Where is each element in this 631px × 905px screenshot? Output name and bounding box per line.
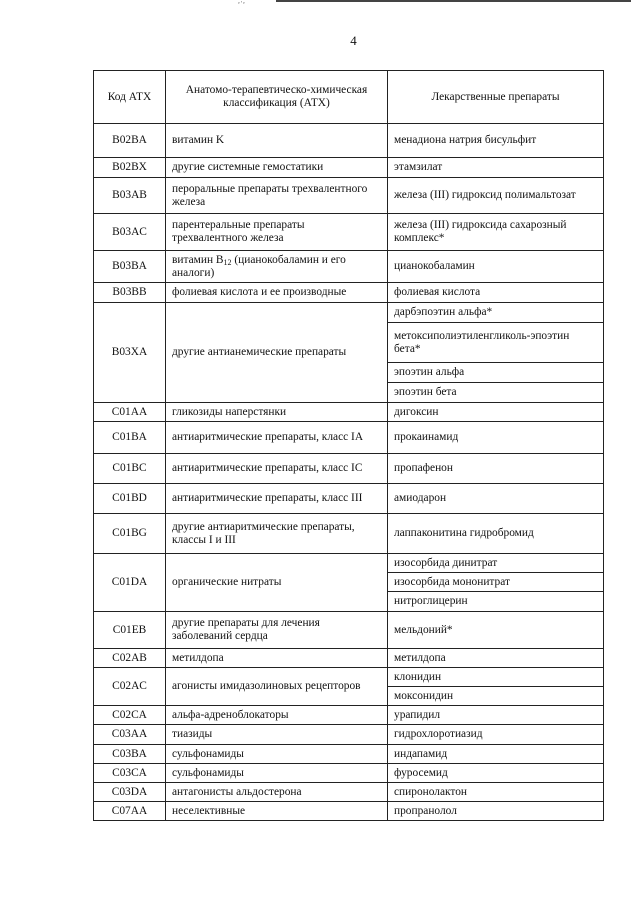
drug-cell: дарбэпоэтин альфа* xyxy=(388,303,604,323)
drug-cell: эпоэтин альфа xyxy=(388,363,604,383)
table-row xyxy=(94,802,604,821)
atx-code-cell: B02BA xyxy=(94,124,166,158)
drug-cell: изосорбида мононитрат xyxy=(388,573,604,592)
table-row xyxy=(94,649,604,668)
table-row xyxy=(94,454,604,484)
page-number: 4 xyxy=(350,33,357,48)
column-header-code: Код АТХ xyxy=(94,71,166,124)
atx-code-cell: C01EB xyxy=(94,612,166,649)
drug-cell: нитроглицерин xyxy=(388,592,604,612)
drug-cell: лаппаконитина гидробромид xyxy=(388,514,604,554)
classification-text-part: (цианокобаламин и его аналоги) xyxy=(172,253,346,279)
table-row xyxy=(94,668,604,687)
atx-classification-cell xyxy=(166,251,388,283)
atx-classification-cell: другие системные гемостатики xyxy=(166,158,388,178)
atx-classification-cell: антиаритмические препараты, класс IA xyxy=(166,422,388,454)
atx-classification-cell: сульфонамиды xyxy=(166,745,388,764)
drug-cell: пропранолол xyxy=(388,802,604,821)
table-row xyxy=(94,745,604,764)
column-header-classification: Анатомо-терапевтическо-химическая классификация (АТХ) xyxy=(166,71,388,124)
atx-code-cell: B03BA xyxy=(94,251,166,283)
atx-code-cell: C01BD xyxy=(94,484,166,514)
drug-cell: спиронолактон xyxy=(388,783,604,802)
drug-cell: эпоэтин бета xyxy=(388,383,604,403)
table-row xyxy=(94,303,604,323)
drug-cell: метилдопа xyxy=(388,649,604,668)
table-row xyxy=(94,706,604,725)
drug-cell: прокаинамид xyxy=(388,422,604,454)
atx-classification-cell: гликозиды наперстянки xyxy=(166,403,388,422)
table-row xyxy=(94,422,604,454)
drug-cell: железа (III) гидроксид полимальтозат xyxy=(388,178,604,214)
atx-code-cell: C01BA xyxy=(94,422,166,454)
drug-cell: клонидин xyxy=(388,668,604,687)
atx-classification-cell: неселективные xyxy=(166,802,388,821)
atx-classification-cell: органические нитраты xyxy=(166,554,388,612)
atx-code-cell: C01BC xyxy=(94,454,166,484)
atx-code-cell: C01DA xyxy=(94,554,166,612)
drug-cell: дигоксин xyxy=(388,403,604,422)
atx-classification-cell: фолиевая кислота и ее производные xyxy=(166,283,388,303)
table-row xyxy=(94,214,604,251)
atx-code-cell: C02CA xyxy=(94,706,166,725)
atx-classification-cell: антиаритмические препараты, класс IC xyxy=(166,454,388,484)
drug-cell: гидрохлоротиазид xyxy=(388,725,604,745)
atx-code-cell: B03AB xyxy=(94,178,166,214)
atx-classification-cell: другие антиаритмические препараты, классы I и III xyxy=(166,514,388,554)
table-row xyxy=(94,554,604,573)
drug-cell: амиодарон xyxy=(388,484,604,514)
classification-text-part: витамин B xyxy=(172,253,224,266)
drug-cell: этамзилат xyxy=(388,158,604,178)
atx-code-cell: C01BG xyxy=(94,514,166,554)
atx-classification-cell: пероральные препараты трехвалентного железа xyxy=(166,178,388,214)
table-body xyxy=(94,124,604,821)
atx-code-cell: B03BB xyxy=(94,283,166,303)
drug-cell: урапидил xyxy=(388,706,604,725)
atx-classification-cell: метилдопа xyxy=(166,649,388,668)
atx-classification-cell: витамин K xyxy=(166,124,388,158)
table-row xyxy=(94,484,604,514)
drug-cell: индапамид xyxy=(388,745,604,764)
table-row xyxy=(94,764,604,783)
table-header-row xyxy=(94,71,604,124)
drug-cell: изосорбида динитрат xyxy=(388,554,604,573)
drug-cell: мельдоний* xyxy=(388,612,604,649)
drug-cell: фолиевая кислота xyxy=(388,283,604,303)
drug-cell: моксонидин xyxy=(388,687,604,706)
table-row xyxy=(94,612,604,649)
table-row xyxy=(94,403,604,422)
atx-classification-cell: другие препараты для лечения заболеваний сердца xyxy=(166,612,388,649)
scan-mark: ᵉ'ᵉ xyxy=(238,0,246,8)
table-row xyxy=(94,124,604,158)
drug-cell: метоксиполиэтиленгликоль-эпоэтин бета* xyxy=(388,323,604,363)
table-row xyxy=(94,783,604,802)
atx-code-cell: C03BA xyxy=(94,745,166,764)
atx-classification-cell: другие антианемические препараты xyxy=(166,303,388,403)
atx-code-cell: C03AA xyxy=(94,725,166,745)
atx-code-cell: C01AA xyxy=(94,403,166,422)
atx-table xyxy=(93,70,604,821)
table-row xyxy=(94,158,604,178)
table-row xyxy=(94,725,604,745)
atx-code-cell: C02AB xyxy=(94,649,166,668)
drug-cell: железа (III) гидроксида сахарозный комплекс* xyxy=(388,214,604,251)
atx-classification-cell: антиаритмические препараты, класс III xyxy=(166,484,388,514)
atx-code-cell: B03XA xyxy=(94,303,166,403)
atx-code-cell: C03CA xyxy=(94,764,166,783)
atx-code-cell: B02BX xyxy=(94,158,166,178)
drug-cell: менадиона натрия бисульфит xyxy=(388,124,604,158)
atx-code-cell: B03AC xyxy=(94,214,166,251)
atx-classification-cell: сульфонамиды xyxy=(166,764,388,783)
table-row xyxy=(94,283,604,303)
drug-cell: цианокобаламин xyxy=(388,251,604,283)
table-row xyxy=(94,514,604,554)
atx-classification-cell: парентеральные препараты трехвалентного железа xyxy=(166,214,388,251)
drug-cell: фуросемид xyxy=(388,764,604,783)
scan-edge-bar xyxy=(276,0,631,2)
atx-classification-cell: антагонисты альдостерона xyxy=(166,783,388,802)
atx-code-cell: C02AC xyxy=(94,668,166,706)
table-row xyxy=(94,251,604,283)
atx-classification-cell: альфа-адреноблокаторы xyxy=(166,706,388,725)
drug-cell: пропафенон xyxy=(388,454,604,484)
column-header-drugs: Лекарственные препараты xyxy=(388,71,604,124)
atx-classification-cell: агонисты имидазолиновых рецепторов xyxy=(166,668,388,706)
atx-code-cell: C03DA xyxy=(94,783,166,802)
atx-code-cell: C07AA xyxy=(94,802,166,821)
table-row xyxy=(94,178,604,214)
classification-text-part: 12 xyxy=(223,257,232,267)
atx-classification-cell: тиазиды xyxy=(166,725,388,745)
